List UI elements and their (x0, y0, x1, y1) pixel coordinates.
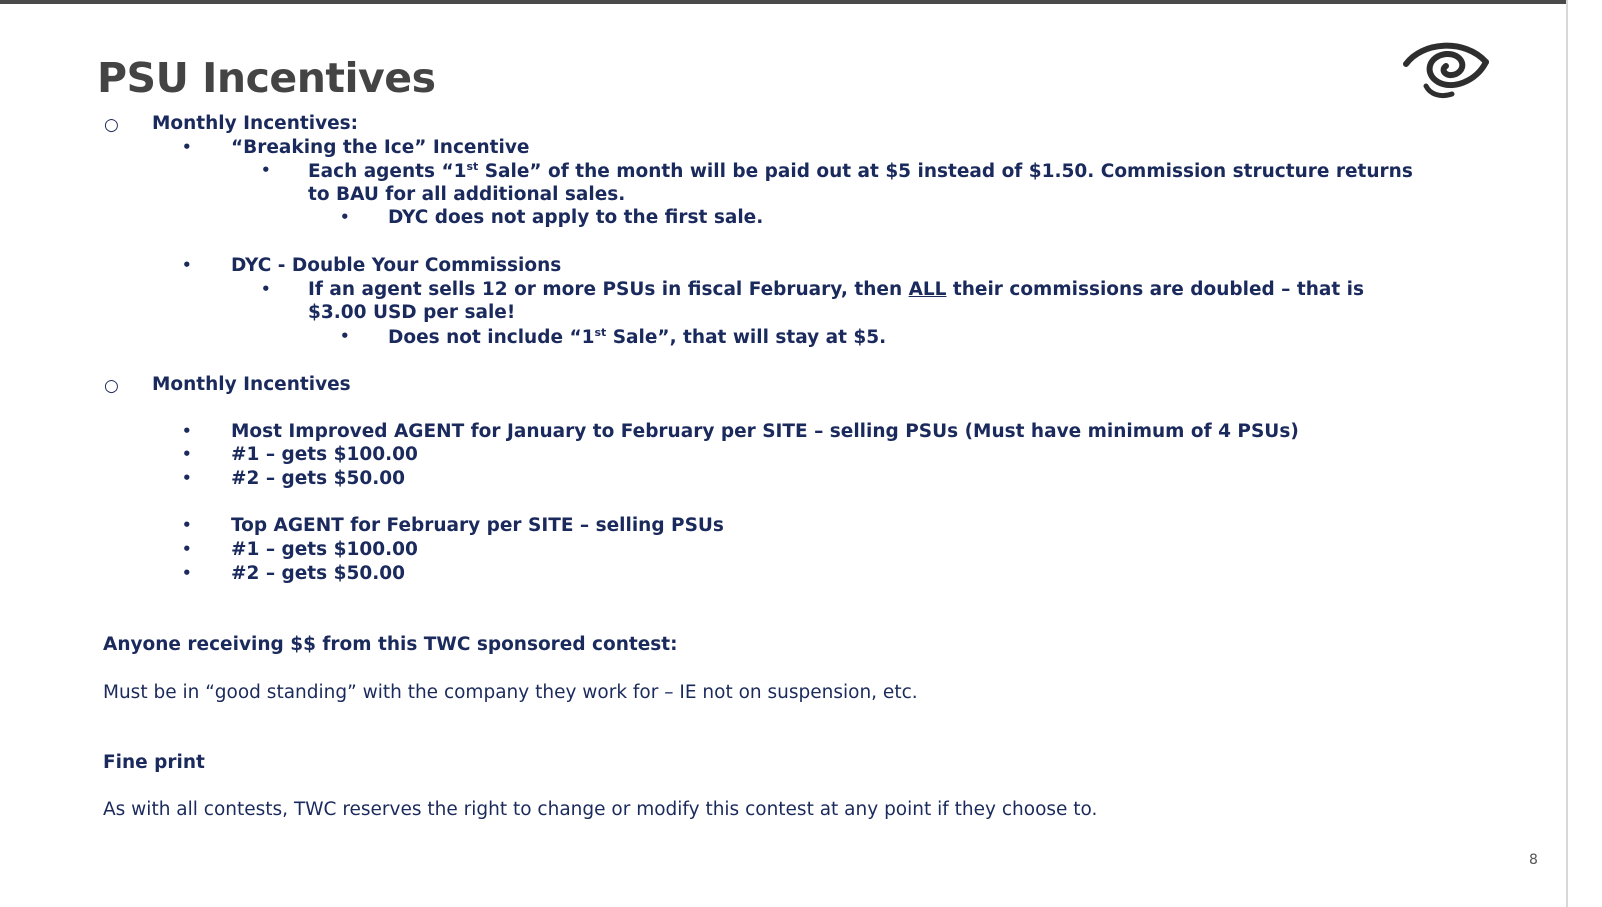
top-agent-first: #1 – gets $100.00 (231, 539, 418, 560)
bullet: • (261, 280, 271, 298)
twc-eye-logo-icon (1400, 38, 1492, 100)
ice-incentive-detail-cont: to BAU for all additional sales. (308, 184, 626, 205)
right-border (1566, 0, 1568, 907)
bullet: • (182, 540, 192, 558)
bullet: • (182, 469, 192, 487)
most-improved-second: #2 – gets $50.00 (231, 468, 405, 489)
top-border (0, 0, 1568, 4)
fine-print-text: As with all contests, TWC reserves the right to change or modify this contest at any point if they choose to. (103, 799, 1098, 820)
slide-title: PSU Incentives (97, 54, 436, 102)
bullet: • (182, 138, 192, 156)
dyc-label: DYC - Double Your Commissions (231, 255, 562, 276)
top-agent-label: Top AGENT for February per SITE – selling PSUs (231, 515, 724, 536)
dyc-detail: If an agent sells 12 or more PSUs in fiscal February, then ALL their commissions are doubled – that is (308, 279, 1365, 300)
most-improved-label: Most Improved AGENT for January to February per SITE – selling PSUs (Must have minimum of 4 PSUs) (231, 421, 1299, 442)
dyc-note: Does not include “1st Sale”, that will stay at $5. (388, 326, 887, 348)
bullet: • (182, 516, 192, 534)
top-agent-second: #2 – gets $50.00 (231, 563, 405, 584)
most-improved-first: #1 – gets $100.00 (231, 444, 418, 465)
fine-print-heading: Fine print (103, 752, 205, 773)
ice-incentive-label: “Breaking the Ice” Incentive (231, 137, 530, 158)
bullet: • (340, 208, 350, 226)
section-heading-monthly-1: Monthly Incentives: (152, 113, 359, 134)
ice-incentive-detail: Each agents “1st Sale” of the month will be paid out at $5 instead of $1.50. Commission structure returns (308, 160, 1413, 182)
bullet: • (340, 327, 350, 345)
outer-bullet: ○ (104, 376, 119, 396)
section-heading-monthly-2: Monthly Incentives (152, 374, 351, 395)
bullet: • (182, 422, 192, 440)
eligibility-heading: Anyone receiving $$ from this TWC sponsored contest: (103, 634, 678, 655)
bullet: • (182, 256, 192, 274)
page-number: 8 (1529, 852, 1538, 868)
outer-bullet: ○ (104, 115, 119, 135)
eligibility-text: Must be in “good standing” with the company they work for – IE not on suspension, etc. (103, 682, 918, 703)
ice-incentive-note: DYC does not apply to the first sale. (388, 207, 764, 228)
dyc-detail-cont: $3.00 USD per sale! (308, 302, 516, 323)
bullet: • (261, 161, 271, 179)
bullet: • (182, 564, 192, 582)
bullet: • (182, 445, 192, 463)
